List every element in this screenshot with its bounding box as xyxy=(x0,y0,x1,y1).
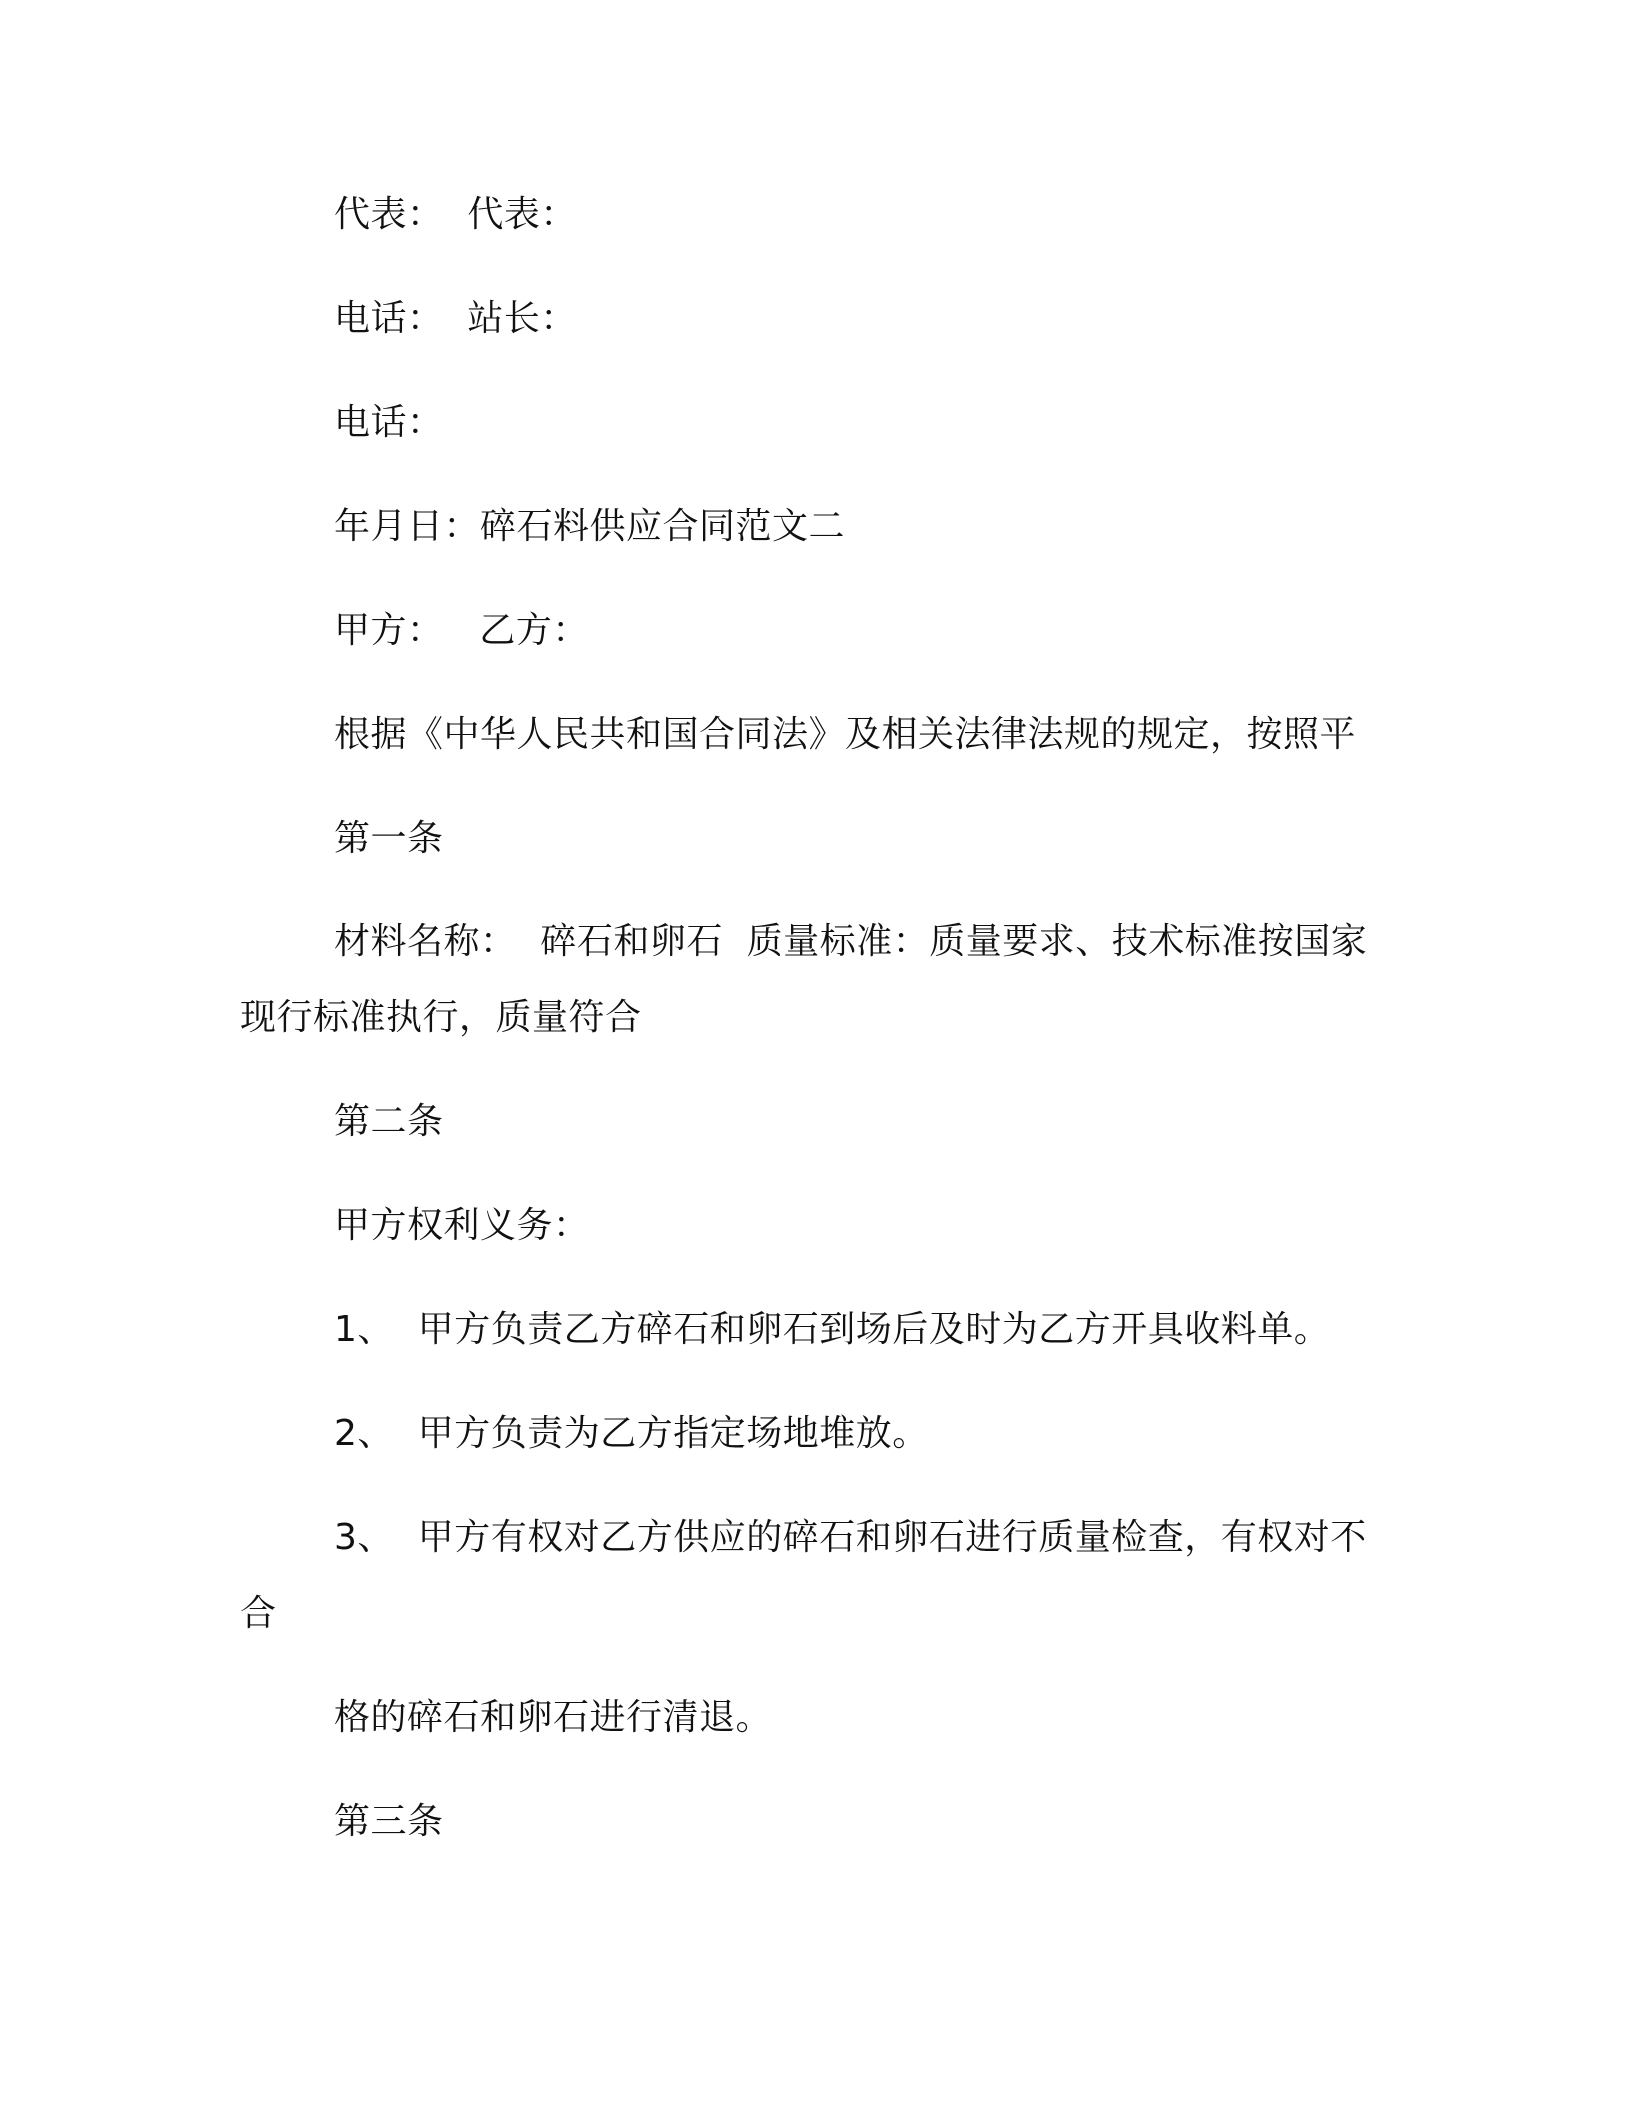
phone-stationmaster-line: 电话： 站长： xyxy=(334,298,577,339)
article-1-heading: 第一条 xyxy=(334,818,444,859)
date-title-line: 年月日：碎石料供应合同范文二 xyxy=(334,506,846,547)
article-2-heading: 第二条 xyxy=(334,1101,444,1142)
item-3-continuation: 合 xyxy=(240,1593,277,1634)
parties-line: 甲方： 乙方： xyxy=(334,610,589,651)
material-name-continuation: 现行标准执行，质量符合 xyxy=(240,997,642,1038)
legal-basis-line: 根据《中华人民共和国合同法》及相关法律法规的规定，按照平 xyxy=(334,714,1357,755)
phone-line: 电话： xyxy=(334,402,444,443)
item-3: 3、 甲方有权对乙方供应的碎石和卵石进行质量检查，有权对不 xyxy=(334,1517,1367,1558)
material-name-line: 材料名称： 碎石和卵石 质量标准：质量要求、技术标准按国家 xyxy=(334,921,1368,962)
item-3-continuation-2: 格的碎石和卵石进行清退。 xyxy=(334,1697,773,1738)
item-1: 1、 甲方负责乙方碎石和卵石到场后及时为乙方开具收料单。 xyxy=(334,1309,1331,1350)
item-2: 2、 甲方负责为乙方指定场地堆放。 xyxy=(334,1413,929,1454)
rep-line: 代表： 代表： xyxy=(334,194,577,235)
party-a-rights-heading: 甲方权利义务： xyxy=(334,1205,590,1246)
article-3-heading: 第三条 xyxy=(334,1801,444,1842)
